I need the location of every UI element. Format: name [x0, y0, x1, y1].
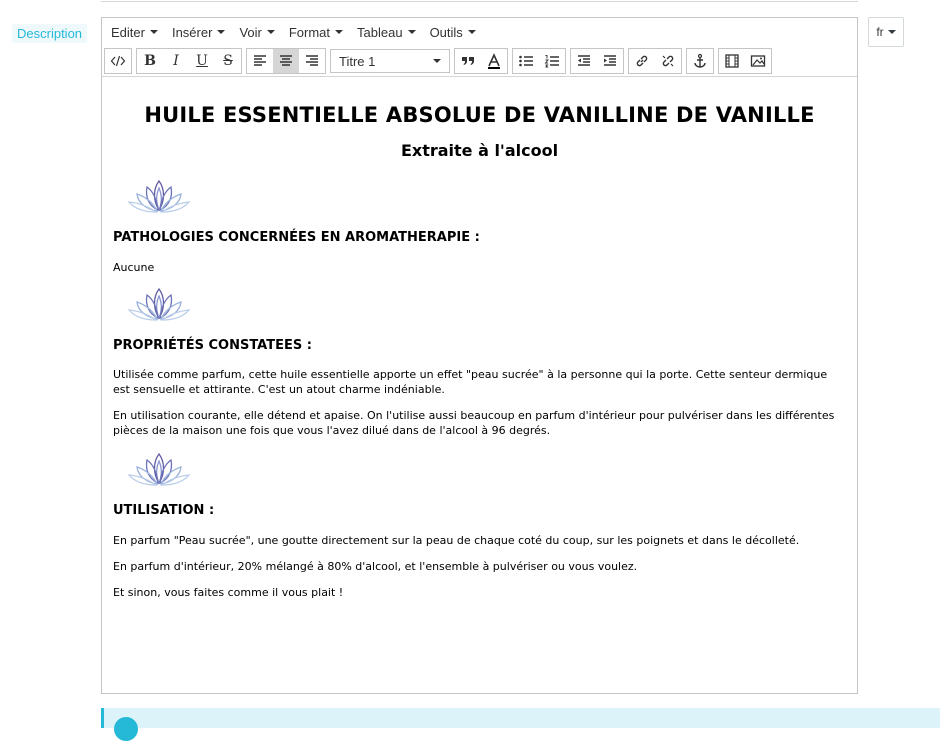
indent-group — [570, 48, 624, 74]
lotus-icon — [127, 450, 191, 488]
block-format-value: Titre 1 — [339, 53, 376, 69]
text-color-icon — [486, 53, 502, 69]
menu-inserer-label: Insérer — [171, 24, 213, 40]
align-left-icon — [252, 53, 268, 69]
menu-outils-label: Outils — [429, 24, 463, 40]
editor-content[interactable] — [102, 103, 857, 600]
menu-inserer[interactable] — [165, 25, 232, 40]
unlink-icon — [660, 53, 676, 69]
code-group — [104, 48, 132, 74]
lotus-icon — [127, 285, 191, 323]
outdent-button[interactable] — [571, 49, 597, 73]
insert-link-button[interactable] — [629, 49, 655, 73]
align-center-button[interactable] — [273, 49, 299, 73]
code-icon — [110, 53, 126, 69]
proprietes-paragraph-2: En utilisation courante, elle détend et apaise. On l'utilise aussi beaucoup en parfum d'intérieur pour pulvériser dans les différentes pièces de la maison une fois que vous l'avez dilué dans de l'alcool à 96 degrés. — [113, 409, 835, 437]
language-value: fr — [876, 25, 884, 39]
insert-video-button[interactable] — [719, 49, 745, 73]
insert-image-button[interactable] — [745, 49, 771, 73]
bold-icon: B — [144, 53, 156, 69]
text-color-button[interactable] — [481, 49, 507, 73]
bold-button[interactable] — [137, 49, 163, 73]
info-icon — [114, 717, 138, 741]
link-group — [628, 48, 682, 74]
outdent-icon — [576, 53, 592, 69]
anchor-icon — [692, 53, 708, 69]
bullet-list-icon — [518, 53, 534, 69]
underline-button[interactable] — [189, 49, 215, 73]
image-icon — [750, 53, 766, 69]
content-subtitle: Extraite à l'alcool — [400, 141, 559, 160]
chevron-down-icon — [888, 30, 896, 34]
film-icon — [724, 53, 740, 69]
remove-link-button[interactable] — [655, 49, 681, 73]
menu-format[interactable] — [282, 25, 350, 40]
underline-icon: U — [196, 53, 208, 69]
menu-tableau[interactable] — [350, 25, 423, 40]
chevron-down-icon — [433, 59, 441, 63]
menu-editer-label: Editer — [111, 24, 145, 40]
italic-button[interactable] — [163, 49, 189, 73]
media-group — [718, 48, 772, 74]
quote-color-group — [454, 48, 508, 74]
numbered-list-button[interactable] — [539, 49, 565, 73]
block-format-select[interactable] — [330, 49, 450, 73]
utilisation-paragraph-2: En parfum d'intérieur, 20% mélangé à 80% d'alcool, et l'ensemble à pulvériser ou vous voulez. — [113, 560, 638, 573]
align-right-icon — [304, 53, 320, 69]
proprietes-paragraph-1: Utilisée comme parfum, cette huile essentielle apporte un effet "peau sucrée" à la personne qui la porte. Cette senteur dermique est sensuelle et attirante. C'est un atout charme indéniable. — [113, 368, 828, 396]
editor-toolbar — [102, 46, 857, 77]
bullet-list-button[interactable] — [513, 49, 539, 73]
menu-voir-label: Voir — [239, 24, 262, 40]
align-right-button[interactable] — [299, 49, 325, 73]
pathologies-heading: PATHOLOGIES CONCERNÉES EN AROMATHERAPIE : — [113, 230, 480, 245]
text-style-group — [136, 48, 242, 74]
strikethrough-button[interactable] — [215, 49, 241, 73]
info-alert — [101, 708, 940, 728]
chevron-down-icon — [267, 30, 275, 34]
chevron-down-icon — [217, 30, 225, 34]
link-icon — [634, 53, 650, 69]
chevron-down-icon — [335, 30, 343, 34]
top-field-border — [101, 0, 858, 2]
menu-voir[interactable] — [232, 25, 281, 40]
content-title: HUILE ESSENTIELLE ABSOLUE DE VANILLINE DE VANILLE — [144, 103, 815, 127]
list-group — [512, 48, 566, 74]
pathologies-text: Aucune — [113, 261, 155, 274]
indent-icon — [602, 53, 618, 69]
align-left-button[interactable] — [247, 49, 273, 73]
align-center-icon — [278, 53, 294, 69]
chevron-down-icon — [468, 30, 476, 34]
indent-button[interactable] — [597, 49, 623, 73]
align-group — [246, 48, 326, 74]
utilisation-paragraph-1: En parfum "Peau sucrée", une goutte directement sur la peau de chaque coté du coup, sur les poignets et dans le décolleté. — [113, 534, 800, 547]
menu-editer[interactable] — [104, 25, 165, 40]
chevron-down-icon — [408, 30, 416, 34]
blockquote-button[interactable] — [455, 49, 481, 73]
quote-icon — [460, 53, 476, 69]
language-dropdown[interactable] — [868, 17, 904, 47]
strikethrough-icon: S — [223, 53, 233, 69]
description-label: Description — [12, 24, 87, 43]
anchor-group — [686, 48, 714, 74]
utilisation-heading: UTILISATION : — [113, 503, 215, 518]
anchor-button[interactable] — [687, 49, 713, 73]
proprietes-heading: PROPRIÉTÉS CONSTATEES : — [113, 338, 312, 353]
italic-icon: I — [173, 53, 179, 69]
menu-format-label: Format — [288, 24, 331, 40]
menu-tableau-label: Tableau — [357, 24, 403, 40]
lotus-icon — [127, 177, 191, 215]
menu-outils[interactable] — [423, 25, 483, 40]
source-code-button[interactable] — [105, 49, 131, 73]
numbered-list-icon — [544, 53, 560, 69]
chevron-down-icon — [150, 30, 158, 34]
utilisation-paragraph-3: Et sinon, vous faites comme il vous plait ! — [113, 586, 344, 599]
rich-text-editor — [101, 17, 858, 694]
editor-menubar — [102, 18, 857, 46]
